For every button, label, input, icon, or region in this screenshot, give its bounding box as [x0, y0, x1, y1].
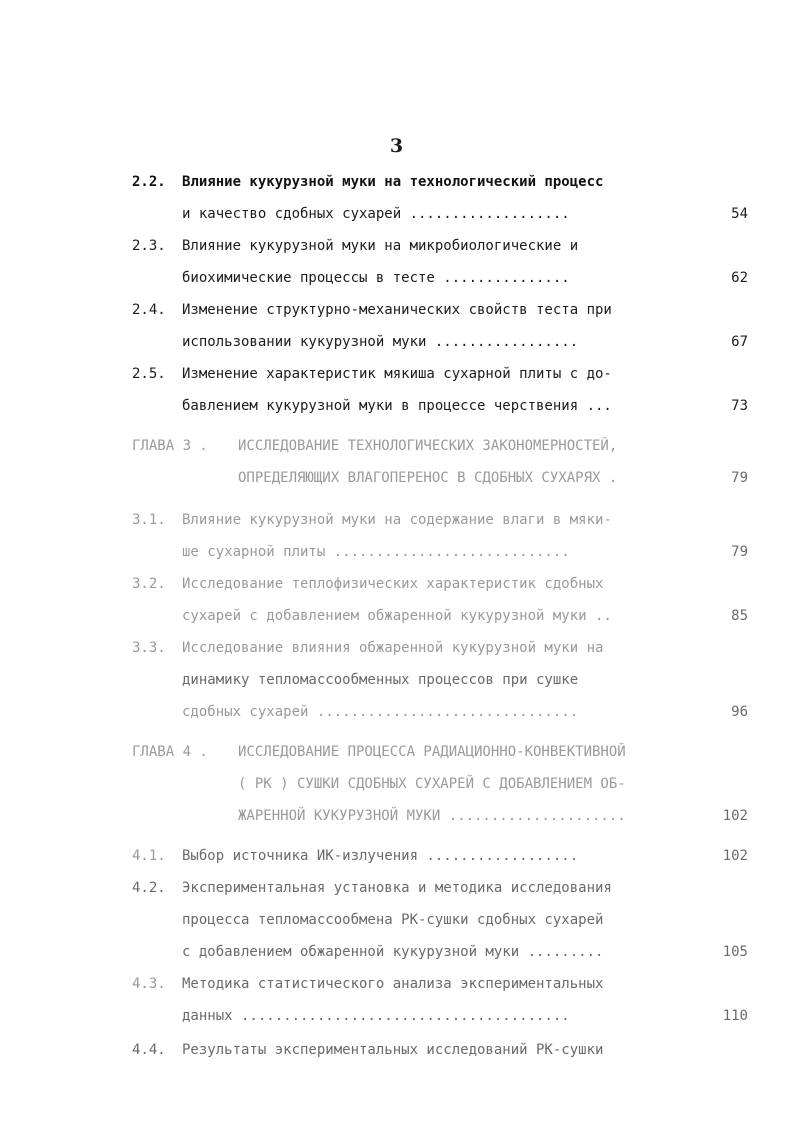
toc-chapter-line — [0, 462, 793, 494]
toc-line — [0, 390, 793, 422]
toc-title: Исследование теплофизических характеристик сдобных — [182, 576, 604, 592]
toc-page: 54 — [731, 206, 748, 222]
toc-chapter-line — [0, 430, 793, 462]
toc-number: 2.5. — [132, 366, 166, 382]
toc-title: данных ....................................... — [182, 1008, 570, 1024]
toc-line — [0, 358, 793, 390]
toc-page: 110 — [722, 1008, 748, 1024]
toc-line — [0, 294, 793, 326]
toc-title: Результаты экспериментальных исследований РК-сушки — [182, 1042, 604, 1058]
toc-number: 3.1. — [132, 512, 166, 528]
toc-title: и качество сдобных сухарей ................... — [182, 206, 570, 222]
toc-title: сдобных сухарей ............................... — [182, 704, 579, 720]
toc-line — [0, 664, 793, 696]
toc-page: 79 — [731, 470, 748, 486]
toc-page: 62 — [731, 270, 748, 286]
toc-number: 3.3. — [132, 640, 166, 656]
toc-title: Выбор источника ИК-излучения .................. — [182, 848, 579, 864]
toc-title: Методика статистического анализа экспериментальных — [182, 976, 604, 992]
toc-line — [0, 872, 793, 904]
toc-line — [0, 230, 793, 262]
toc-chapter-line — [0, 736, 793, 768]
toc-title: Изменение структурно-механических свойств теста при — [182, 302, 612, 318]
toc-line — [0, 536, 793, 568]
toc-line — [0, 936, 793, 968]
toc-line — [0, 600, 793, 632]
toc-title: с добавлением обжаренной кукурузной муки ......... — [182, 944, 604, 960]
page-number: 3 — [389, 135, 404, 157]
toc-title: ше сухарной плиты ............................ — [182, 544, 570, 560]
toc-number: ГЛАВА 4 . — [132, 744, 208, 760]
toc-title: Влияние кукурузной муки на технологический процесс — [182, 174, 604, 190]
toc-title: Влияние кукурузной муки на микробиологические и — [182, 238, 579, 254]
toc-line — [0, 968, 793, 1000]
toc-number: 3.2. — [132, 576, 166, 592]
toc-title: Исследование влияния обжаренной кукурузной муки на — [182, 640, 604, 656]
toc-line — [0, 904, 793, 936]
toc-title: ИССЛЕДОВАНИЕ ТЕХНОЛОГИЧЕСКИХ ЗАКОНОМЕРНОСТЕЙ, — [238, 438, 618, 454]
toc-title: процесса тепломассообмена РК-сушки сдобных сухарей — [182, 912, 604, 928]
toc-line — [0, 166, 793, 198]
toc-page: 79 — [731, 544, 748, 560]
toc-title: биохимические процессы в тесте ............... — [182, 270, 570, 286]
toc-title: ЖАРЕННОЙ КУКУРУЗНОЙ МУКИ ..................... — [238, 808, 626, 824]
toc-page: 73 — [731, 398, 748, 414]
toc-page: 67 — [731, 334, 748, 350]
toc-line — [0, 840, 793, 872]
toc-title: Влияние кукурузной муки на содержание влаги в мяки- — [182, 512, 612, 528]
toc-line — [0, 504, 793, 536]
toc-page: 102 — [722, 808, 748, 824]
toc-title: Изменение характеристик мякиша сухарной плиты с до- — [182, 366, 612, 382]
toc-line — [0, 568, 793, 600]
toc-line — [0, 696, 793, 728]
toc-chapter-line — [0, 800, 793, 832]
toc-title: ИССЛЕДОВАНИЕ ПРОЦЕССА РАДИАЦИОННО-КОНВЕКТИВНОЙ — [238, 744, 626, 760]
toc-page: 102 — [722, 848, 748, 864]
toc-page: 85 — [731, 608, 748, 624]
toc-line — [0, 262, 793, 294]
toc-number: 2.3. — [132, 238, 166, 254]
toc-number: ГЛАВА 3 . — [132, 438, 208, 454]
toc-line — [0, 1000, 793, 1032]
toc-number: 2.4. — [132, 302, 166, 318]
toc-line — [0, 326, 793, 358]
toc-page: 96 — [731, 704, 748, 720]
toc-title: ОПРЕДЕЛЯЮЩИХ ВЛАГОПЕРЕНОС В СДОБНЫХ СУХАРЯХ . — [238, 470, 618, 486]
toc-title: динамику тепломассообменных процессов при сушке — [182, 672, 579, 688]
toc-line — [0, 632, 793, 664]
toc-line — [0, 1034, 793, 1066]
toc-title: использовании кукурузной муки ................. — [182, 334, 579, 350]
toc-title: сухарей с добавлением обжаренной кукурузной муки .. — [182, 608, 612, 624]
toc-number: 4.3. — [132, 976, 166, 992]
toc-number: 4.4. — [132, 1042, 166, 1058]
toc-page: 105 — [722, 944, 748, 960]
toc-title: бавлением кукурузной муки в процессе черствения ... — [182, 398, 612, 414]
toc-number: 4.1. — [132, 848, 166, 864]
toc-title: Экспериментальная установка и методика исследования — [182, 880, 612, 896]
toc-number: 2.2. — [132, 174, 166, 190]
toc-chapter-line — [0, 768, 793, 800]
toc-line — [0, 198, 793, 230]
toc-title: ( РК ) СУШКИ СДОБНЫХ СУХАРЕЙ С ДОБАВЛЕНИЕМ ОБ- — [238, 776, 626, 792]
toc-number: 4.2. — [132, 880, 166, 896]
